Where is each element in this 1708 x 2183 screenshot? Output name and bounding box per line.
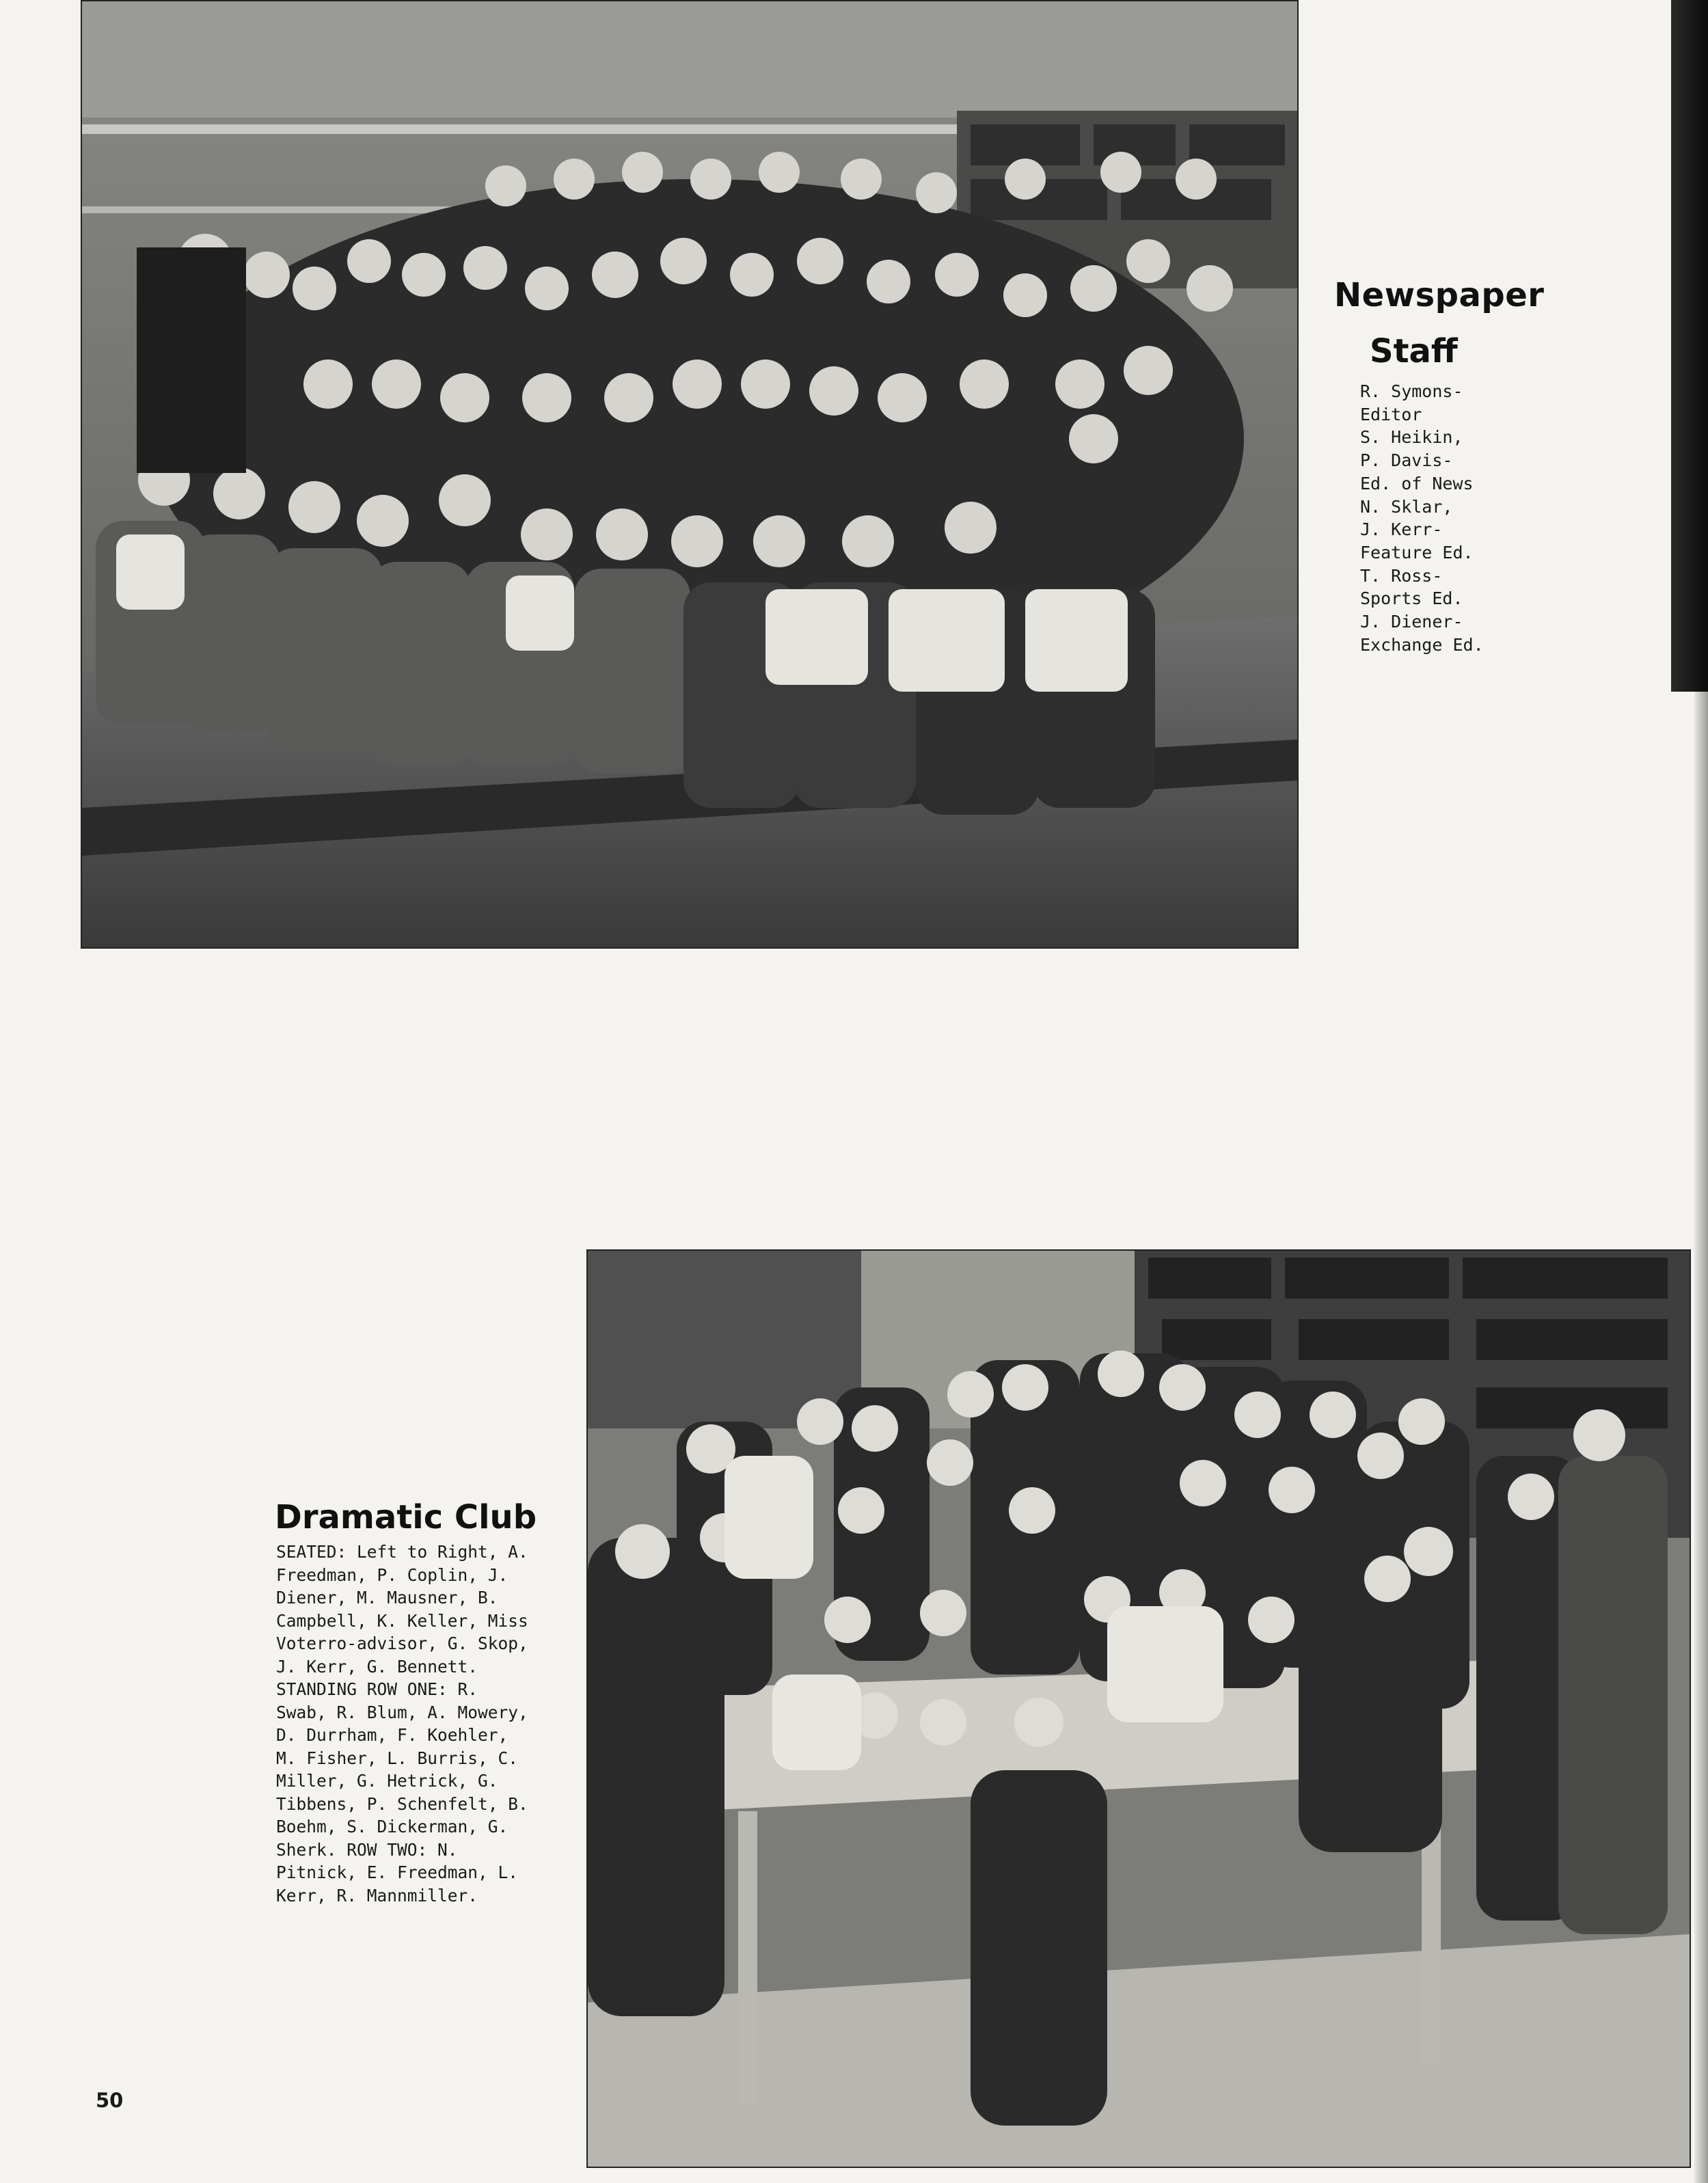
newspaper-staff-title: Newspaper — [1334, 276, 1545, 314]
newspaper-staff-photo — [81, 0, 1299, 949]
dramatic-club-caption — [276, 1541, 556, 1907]
page-spine-dark — [1671, 0, 1708, 692]
staff-line: P. Davis- — [1360, 450, 1453, 471]
staff-line: R. Symons- — [1360, 381, 1463, 401]
caption-line: Voterro-advisor, G. Skop, — [276, 1633, 528, 1653]
caption-line: M. Fisher, L. Burris, C. — [276, 1748, 519, 1768]
caption-line: Campbell, K. Keller, Miss — [276, 1610, 528, 1631]
newspaper-staff-title-line2: Staff — [1370, 332, 1458, 370]
caption-line: J. Kerr, G. Bennett. — [276, 1656, 478, 1677]
caption-line: Miller, G. Hetrick, G. — [276, 1771, 498, 1791]
staff-line: Editor — [1360, 404, 1422, 424]
caption-line: STANDING ROW ONE: R. — [276, 1679, 478, 1699]
caption-line: Swab, R. Blum, A. Mowery, — [276, 1702, 528, 1722]
staff-line: S. Heikin, — [1360, 427, 1463, 448]
caption-line: Freedman, P. Coplin, J. — [276, 1564, 509, 1585]
newspaper-staff-photo-image — [82, 1, 1297, 947]
dramatic-club-photo — [586, 1249, 1691, 2168]
staff-line: Sports Ed. — [1360, 588, 1463, 609]
staff-line: J. Diener- — [1360, 612, 1463, 632]
staff-line: Exchange Ed. — [1360, 634, 1484, 655]
caption-line: Boehm, S. Dickerman, G. — [276, 1817, 509, 1836]
caption-line: SEATED: Left to Right, A. — [276, 1542, 528, 1562]
caption-line: Pitnick, E. Freedman, L. — [276, 1862, 519, 1882]
staff-line: J. Kerr- — [1360, 519, 1443, 540]
staff-line: Ed. of News — [1360, 473, 1474, 493]
caption-line: Diener, M. Mausner, B. — [276, 1588, 498, 1608]
staff-line: T. Ross- — [1360, 565, 1443, 586]
staff-line: Feature Ed. — [1360, 542, 1474, 562]
caption-line: Kerr, R. Mannmiller. — [276, 1885, 478, 1906]
dramatic-club-photo-image — [588, 1251, 1690, 2167]
caption-line: Sherk. ROW TWO: N. — [276, 1839, 458, 1860]
page-number: 50 — [96, 2089, 124, 2112]
staff-line: N. Sklar, — [1360, 496, 1453, 517]
caption-line: D. Durrham, F. Koehler, — [276, 1725, 509, 1745]
dramatic-club-title: Dramatic Club — [275, 1498, 537, 1536]
page-spine-light — [1694, 692, 1708, 2183]
newspaper-staff-list — [1360, 380, 1545, 656]
caption-line: Tibbens, P. Schenfelt, B. — [276, 1793, 528, 1814]
